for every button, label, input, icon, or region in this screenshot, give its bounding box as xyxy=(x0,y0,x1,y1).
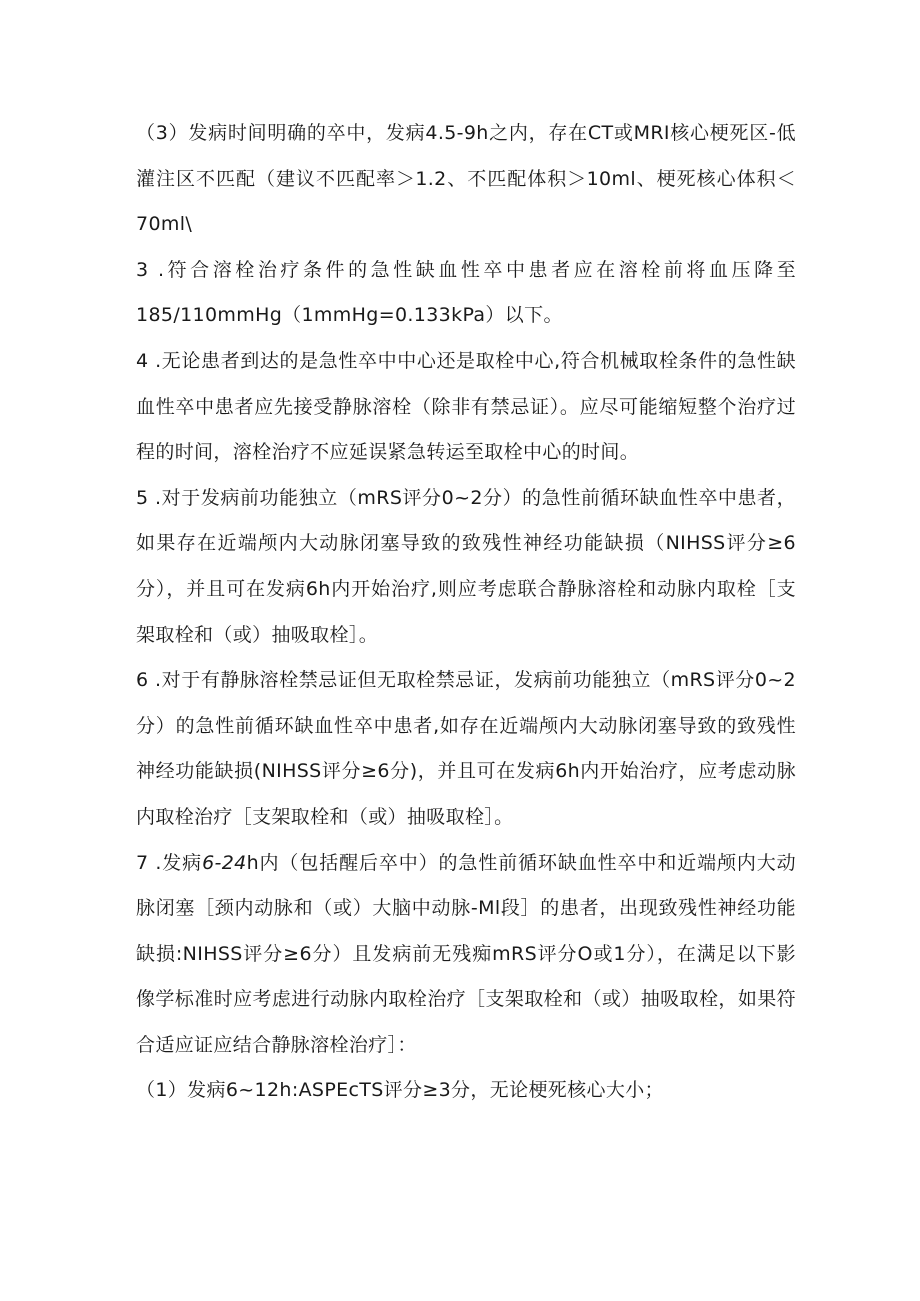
document-body xyxy=(136,111,796,1114)
paragraph-item-6: 6 .对于有静脉溶栓禁忌证但无取栓禁忌证，发病前功能独立（mRS评分0~2分）的急性前循环缺血性卒中患者,如存在近端颅内大动脉闭塞导致的致残性神经功能缺损(NIHSS评分≥6分)，并且可在发病6h内开始治疗，应考虑动脉内取栓治疗［支架取栓和（或）抽吸取栓］。 xyxy=(136,669,796,828)
item-7-text-start: 7 .发病 xyxy=(136,851,203,874)
paragraph-criterion-3: （3）发病时间明确的卒中，发病4.5-9h之内，存在CT或MRI核心梗死区-低灌注区不匹配（建议不匹配率＞1.2、不匹配体积＞10ml、梗死核心体积＜70ml\ xyxy=(136,122,796,236)
item-7-text-rest: h内（包括醒后卒中）的急性前循环缺血性卒中和近端颅内大动脉闭塞［颈内动脉和（或）大脑中动脉-Ml段］的患者，出现致残性神经功能缺损:NIHSS评分≥6分）且发病前无残痴mRS评分O或1分），在满足以下影像学标准时应考虑进行动脉内取栓治疗［支架取栓和（或）抽吸取栓，如果符合适应证应结合静脉溶栓治疗］： xyxy=(136,851,797,1056)
paragraph-item-7 xyxy=(136,841,796,1069)
paragraph-item-3: 3 .符合溶栓治疗条件的急性缺血性卒中患者应在溶栓前将血压降至185/110mmHg（1mmHg=0.133kPa）以下。 xyxy=(136,258,796,327)
paragraph-item-4: 4 .无论患者到达的是急性卒中中心还是取栓中心,符合机械取栓条件的急性缺血性卒中患者应先接受静脉溶栓（除非有禁忌证）。应尽可能缩短整个治疗过程的时间，溶栓治疗不应延误紧急转运至取栓中心的时间。 xyxy=(136,349,796,464)
paragraph-item-5: 5 .对于发病前功能独立（mRS评分0~2分）的急性前循环缺血性卒中患者，如果存在近端颅内大动脉闭塞导致的致残性神经功能缺损（NIHSS评分≥6分），并且可在发病6h内开始治疗,则应考虑联合静脉溶栓和动脉内取栓［支架取栓和（或）抽吸取栓］。 xyxy=(136,486,796,646)
item-7-time-range: 6-24 xyxy=(202,851,247,874)
paragraph-criterion-1: （1）发病6~12h:ASPEcTS评分≥3分，无论梗死核心大小； xyxy=(136,1079,664,1102)
